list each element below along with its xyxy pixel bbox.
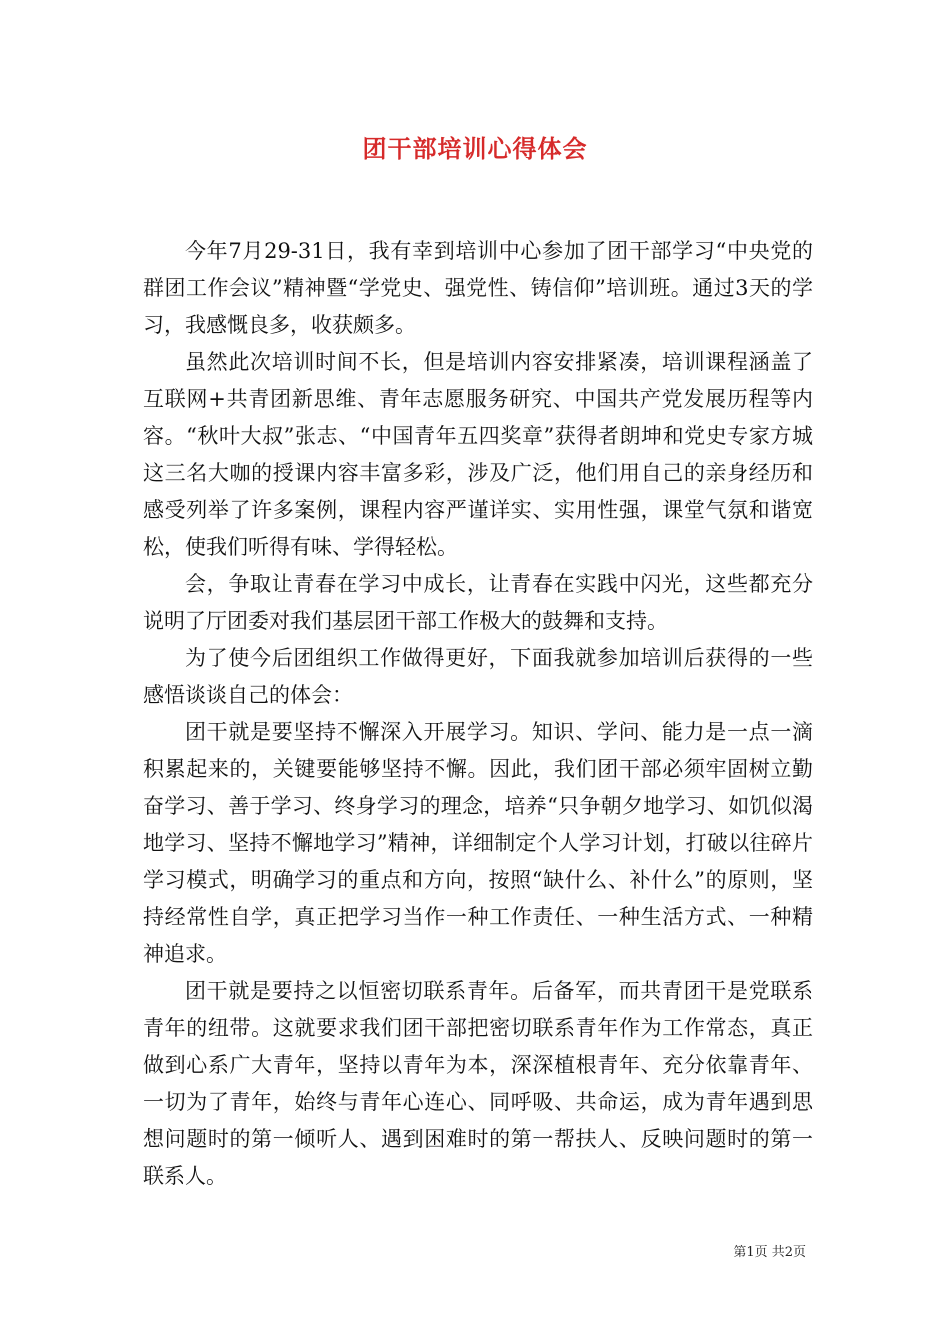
paragraph: 虽然此次培训时间不长，但是培训内容安排紧凑，培训课程涵盖了互联网+共青团新思维、青年志愿服务研究、中国共产党发展历程等内容。“秋叶大叔”张志、“中国青年五四奖章”获得者朗坤和党史专家方城这三名大咖的授课内容丰富多彩，涉及广泛，他们用自己的亲身经历和感受列举了许多案例，课程内容严谨详实、实用性强，课堂气氛和谐宽松，使我们听得有味、学得轻松。 (143, 350, 813, 559)
paragraph: 团干就是要坚持不懈深入开展学习。知识、学问、能力是一点一滴积累起来的，关键要能够坚持不懈。因此，我们团干部必须牢固树立勤奋学习、善于学习、终身学习的理念，培养“只争朝夕地学习、如饥似渴地学习、坚持不懈地学习”精神，详细制定个人学习计划，打破以往碎片学习模式，明确学习的重点和方向，按照“缺什么、补什么”的原则，坚持经常性自学，真正把学习当作一种工作责任、一种生活方式、一种精神追求。 (143, 720, 813, 966)
paragraph: 今年7月29-31日，我有幸到培训中心参加了团干部学习“中央党的群团工作会议”精神暨“学党史、强党性、铸信仰”培训班。通过3天的学习，我感慨良多，收获颇多。 (143, 239, 813, 337)
document-body (143, 233, 813, 1195)
paragraph: 团干就是要持之以恒密切联系青年。后备军，而共青团干是党联系青年的纽带。这就要求我们团干部把密切联系青年作为工作常态，真正做到心系广大青年，坚持以青年为本，深深植根青年、充分依靠青年、一切为了青年，始终与青年心连心、同呼吸、共命运，成为青年遇到思想问题时的第一倾听人、遇到困难时的第一帮扶人、反映问题时的第一联系人。 (143, 979, 813, 1188)
paragraph: 会，争取让青春在学习中成长，让青春在实践中闪光，这些都充分说明了厅团委对我们基层团干部工作极大的鼓舞和支持。 (143, 572, 813, 633)
document-title: 团干部培训心得体会 (362, 134, 588, 163)
page-number: 第1页 共2页 (733, 1245, 806, 1260)
paragraph: 为了使今后团组织工作做得更好，下面我就参加培训后获得的一些感悟谈谈自己的体会： (143, 646, 813, 707)
